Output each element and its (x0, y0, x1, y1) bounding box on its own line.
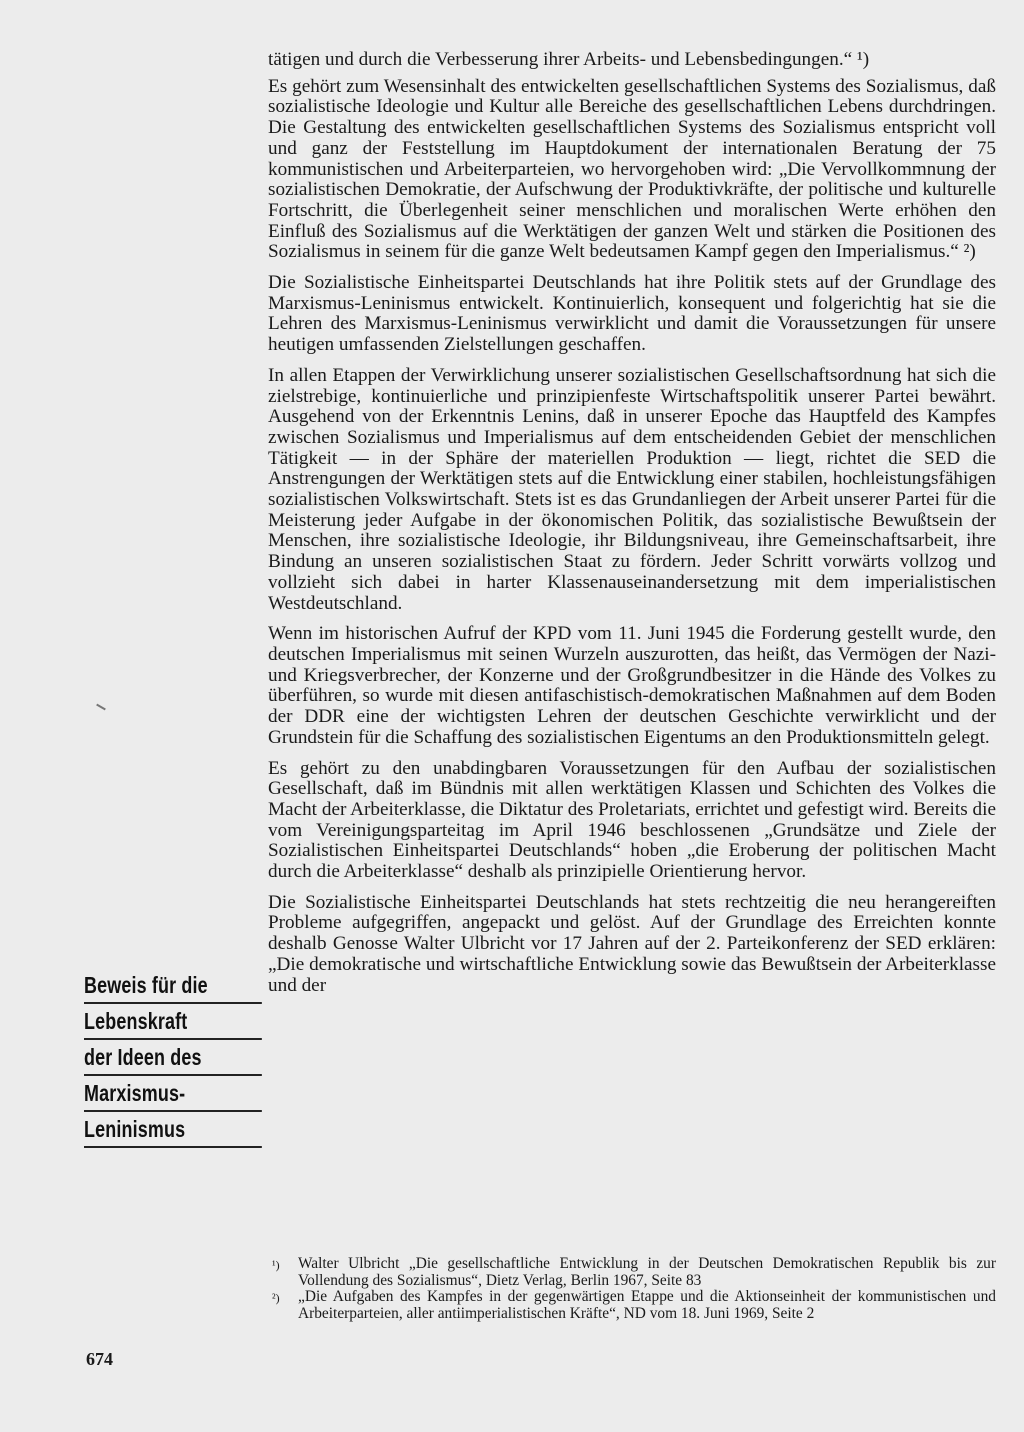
main-text-column (268, 50, 996, 1006)
footnote (272, 1256, 996, 1289)
margin-heading-line: Marxismus- (84, 1080, 262, 1112)
paragraph: Es gehört zu den unabdingbaren Voraussetzungen für den Aufbau der sozialistischen Gesellschaft, daß im Bündnis mit allen werktätigen Klassen und Schichten des Volkes die Macht der Arbeiterklasse, die Diktatur des Proletariats, errichtet und gefestigt wird. Bereits die vom Vereinigungsparteitag im April 1946 beschlossenen „Grundsätze und Ziele der Sozialistischen Einheitspartei Deutschlands“ hoben „die Eroberung der politischen Macht durch die Arbeiterklasse“ deshalb als prinzipielle Orientierung hervor. (268, 757, 996, 883)
paragraph: tätigen und durch die Verbesserung ihrer Arbeits- und Lebensbedingungen.“ ¹) (268, 49, 870, 70)
margin-heading-line: Beweis für die (84, 972, 262, 1004)
paragraph: In allen Etappen der Verwirklichung unserer sozialistischen Gesellschaftsordnung hat sich die zielstrebige, kontinuierliche und prinzipienfeste Wirtschaftspolitik unserer Partei bewährt. Ausgehend von der Erkenntnis Lenins, daß in unserer Epoche das Hauptfeld des Kampfes zwischen Sozialismus und Imperialismus auf dem entscheidenden Gebiet der menschlichen Tätigkeit — in der Sphäre der materiellen Produktion — liegt, richtet die SED die Anstrengungen der Werktätigen stets auf die Entwicklung einer stabilen, hochleistungsfähigen sozialistischen Volkswirtschaft. Stets ist es das Grundanliegen der Arbeit unserer Partei für die Meisterung jeder Aufgabe in der ökonomischen Politik, das sozialistische Bewußtsein der Menschen, ihre sozialistische Ideologie, ihr Bildungsniveau, ihre Gemeinschaftsarbeit, ihre Bindung an unseren sozialistischen Staat zu fördern. Jeder Schritt vorwärts vollzog und vollzieht sich dabei in harter Klassenauseinandersetzung mit dem imperialistischen Westdeutschland. (268, 364, 996, 614)
footnote-mark: ²) (272, 1291, 280, 1305)
footnote-text: Walter Ulbricht „Die gesellschaftliche Entwicklung in der Deutschen Demokratischen Republik bis zur Vollendung des Sozialismus“, Dietz Verlag, Berlin 1967, Seite 83 (298, 1255, 996, 1289)
margin-heading-line: Lebenskraft (84, 1008, 262, 1040)
page-number: 674 (86, 1349, 113, 1369)
footnote (272, 1289, 996, 1322)
paragraph: Die Sozialistische Einheitspartei Deutschlands hat ihre Politik stets auf der Grundlage des Marxismus-Leninismus entwickelt. Kontinuierlich, konsequent und folgerichtig hat sie die Lehren des Marxismus-Leninismus verwirklicht und damit die Voraussetzungen für unsere heutigen umfassenden Zielstellungen geschaffen. (268, 272, 996, 356)
footnote-text: „Die Aufgaben des Kampfes in der gegenwärtigen Etappe und die Aktionseinheit der kommunistischen und Arbeiterparteien, aller antiimperialistischen Kräfte“, ND vom 18. Juni 1969, Seite 2 (298, 1288, 996, 1322)
paragraph: Die Sozialistische Einheitspartei Deutschlands hat stets rechtzeitig die neu herangereiften Probleme aufgegriffen, angepackt und gelöst. Auf der Grundlage des Erreichten konnte deshalb Genosse Walter Ulbricht vor 17 Jahren auf der 2. Parteikonferenz der SED erklären: „Die demokratische und wirtschaftliche Entwicklung sowie das Bewußtsein der Arbeiterklasse und der (268, 891, 996, 996)
margin-heading-line: Leninismus (84, 1116, 262, 1148)
footnotes (272, 1256, 996, 1322)
paragraph: Es gehört zum Wesensinhalt des entwickelten gesellschaftlichen Systems des Sozialismus, daß sozialistische Ideologie und Kultur alle Bereiche des gesellschaftlichen Lebens durchdringen. Die Gestaltung des entwickelten gesellschaftlichen Systems des Sozialismus entspricht voll und ganz der Feststellung im Hauptdokument der internationalen Beratung der 75 kommunistischen und Arbeiterparteien, wo hervorgehoben wird: „Die Vervollkommnung der sozialistischen Demokratie, der Aufschwung der Produktivkräfte, der politische und kulturelle Fortschritt, die Überlegenheit seiner menschlichen und moralischen Werte erhöhen den Einfluß des Sozialismus auf die Werktätigen der ganzen Welt und stärken die Positionen des Sozialismus in seinem für die ganze Welt bedeutsamen Kampf gegen den Imperialismus.“ ²) (268, 75, 996, 263)
margin-heading-line: der Ideen des (84, 1044, 262, 1076)
footnote-mark: ¹) (272, 1258, 280, 1272)
paragraph: Wenn im historischen Aufruf der KPD vom 11. Juni 1945 die Forderung gestellt wurde, den deutschen Imperialismus mit seinen Wurzeln auszurotten, das heißt, das Vermögen der Nazi- und Kriegsverbrecher, der Konzerne und der Großgrundbesitzer in die Hände des Volkes zu überführen, so wurde mit diesen antifaschistisch-demokratischen Maßnahmen auf dem Boden der DDR eine der wichtigsten Lehren der deutschen Geschichte verwirklicht und der Grundstein für die Schaffung des sozialistischen Eigentums an den Produktionsmitteln gelegt. (268, 623, 996, 748)
margin-mark (96, 704, 106, 711)
margin-heading (84, 972, 224, 1152)
